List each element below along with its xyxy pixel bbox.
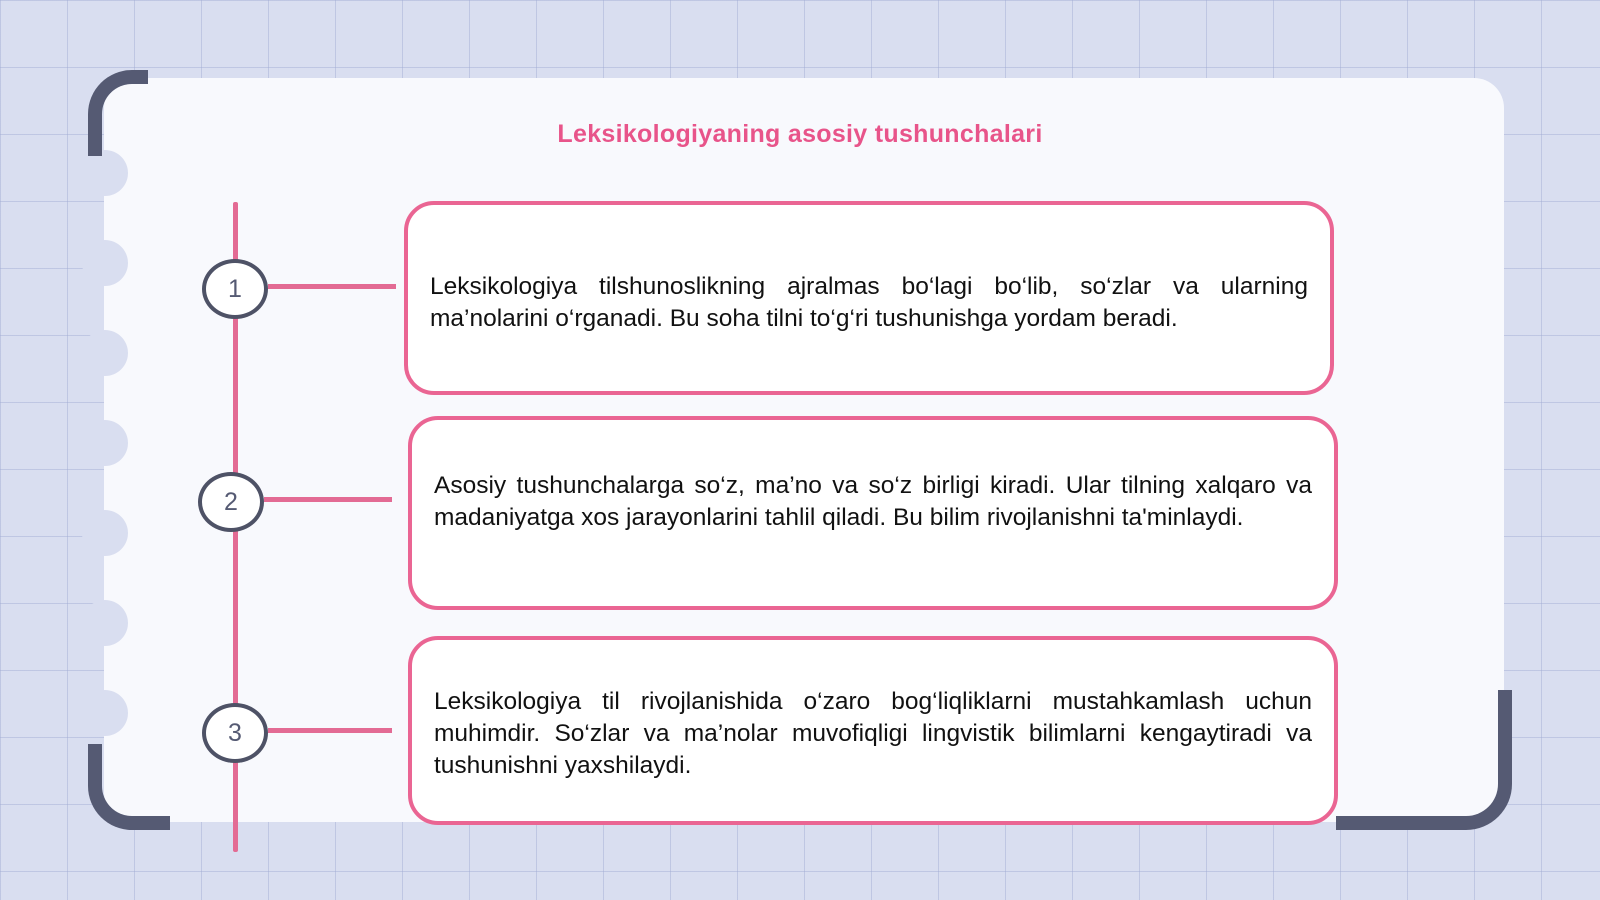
timeline-node-number: 3 xyxy=(228,718,242,747)
timeline-node-number: 2 xyxy=(224,487,238,516)
timeline-connector-3 xyxy=(268,728,392,733)
timeline-node-1 xyxy=(202,259,268,319)
timeline-connector-1 xyxy=(268,284,396,289)
card-scallop xyxy=(82,330,128,376)
timeline-node-3 xyxy=(202,703,268,763)
content-box-1 xyxy=(404,201,1334,395)
card-scallop xyxy=(82,690,128,736)
card-scallop xyxy=(82,510,128,556)
timeline-node-number: 1 xyxy=(228,274,242,303)
content-text: Leksikologiya tilshunoslikning ajralmas bo‘lagi bo‘lib, so‘zlar va ularning ma’nolarini o‘rganadi. Bu soha tilni to‘g‘ri tushunishga yordam beradi. xyxy=(430,273,1308,332)
slide-title: Leksikologiyaning asosiy tushunchalari xyxy=(557,120,1043,148)
content-box-3 xyxy=(408,636,1338,825)
card-scallop xyxy=(82,420,128,466)
card-scallop xyxy=(82,600,128,646)
card-scallop xyxy=(82,240,128,286)
content-text: Leksikologiya til rivojlanishida o‘zaro bog‘liqliklarni mustahkamlash uchun muhimdir. So‘zlar va ma’nolar muvofiqligi lingvistik bilimlarni kengaytiradi va tushunishni yaxshilaydi. xyxy=(434,688,1312,779)
content-text: Asosiy tushunchalarga so‘z, ma’no va so‘z birligi kiradi. Ular tilning xalqaro va madaniyatga xos jarayonlarini tahlil qiladi. Bu bilim rivojlanishni ta'minlaydi. xyxy=(434,472,1312,531)
timeline-node-2 xyxy=(198,472,264,532)
card-scallop xyxy=(82,150,128,196)
content-box-2 xyxy=(408,416,1338,610)
corner-bracket-bottom-left xyxy=(88,744,170,830)
corner-bracket-bottom-right xyxy=(1336,690,1512,830)
timeline-connector-2 xyxy=(264,497,392,502)
